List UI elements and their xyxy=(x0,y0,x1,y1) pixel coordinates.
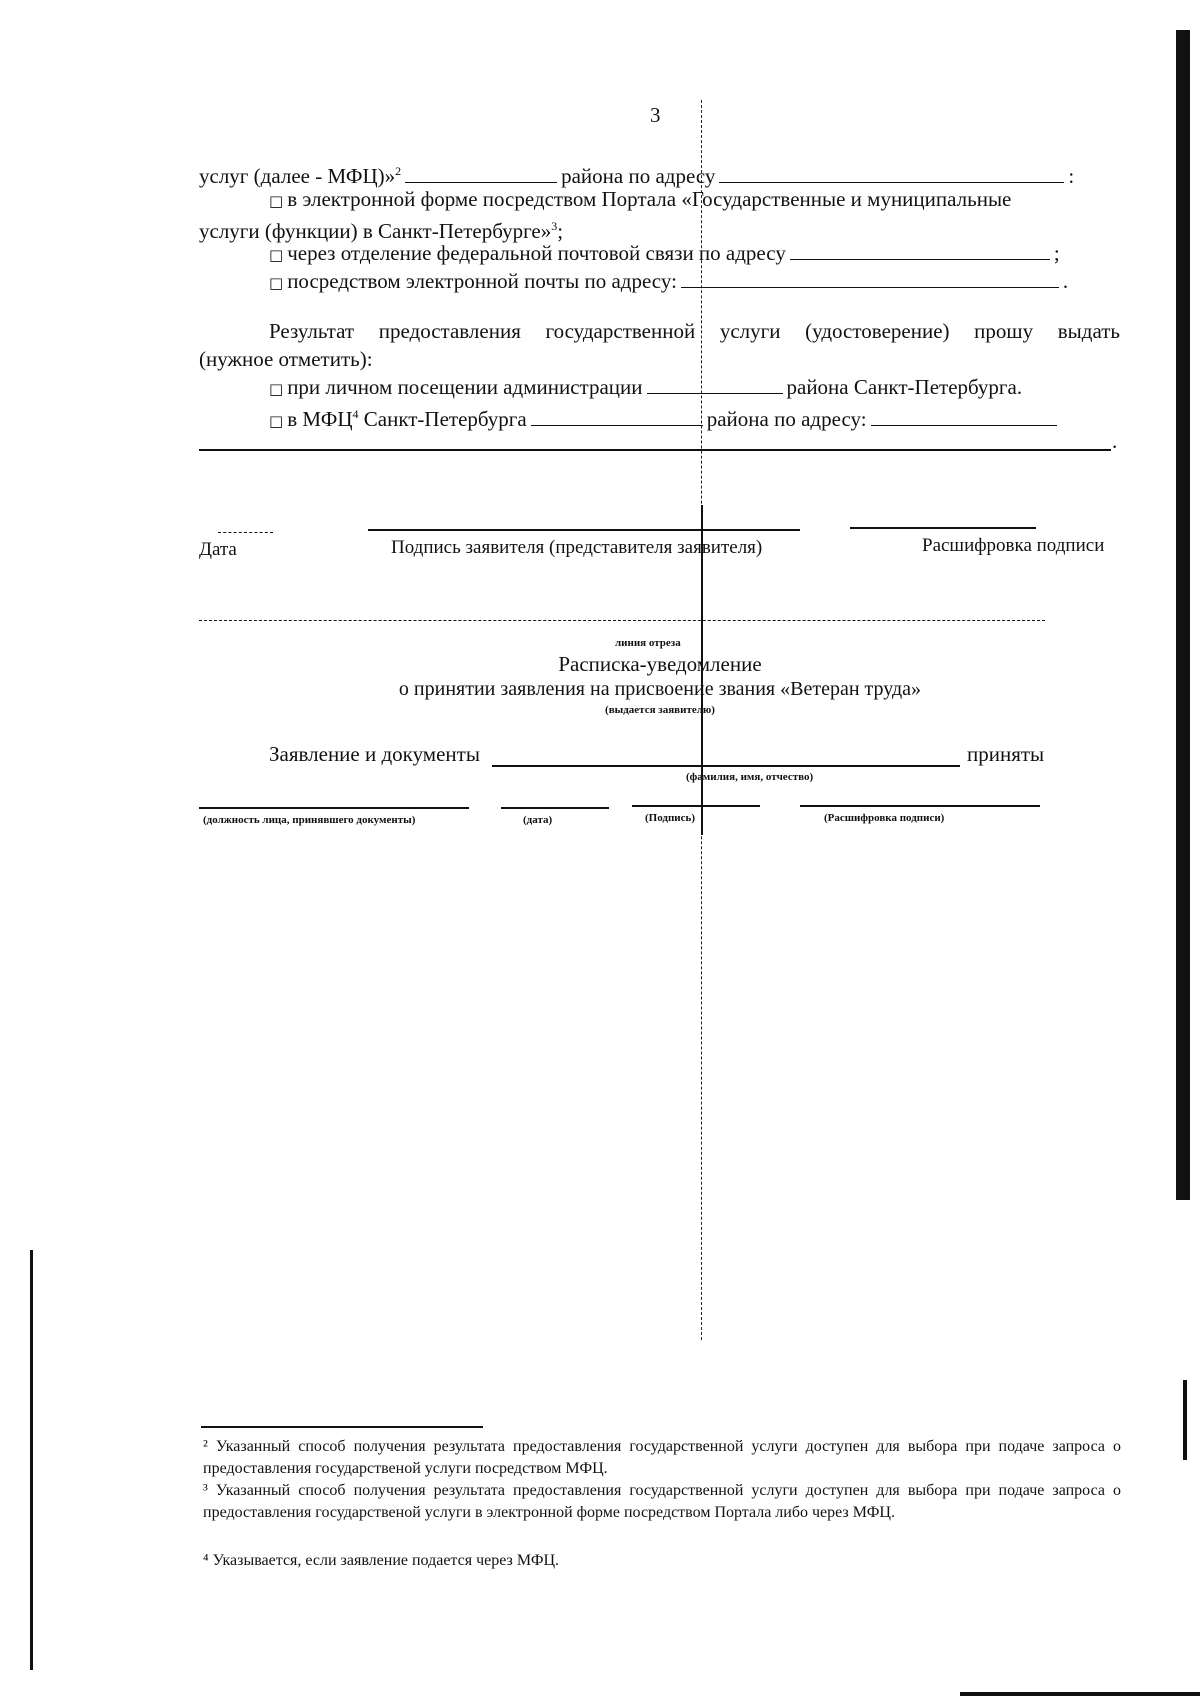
checkbox-portal[interactable]: □ xyxy=(269,192,284,210)
receipt-decode-label: (Расшифровка подписи) xyxy=(824,812,945,824)
para-mfc-line: услуг (далее - МФЦ)»$^2$ района по адресу : xyxy=(199,164,1075,188)
mfc-district-field[interactable] xyxy=(531,407,703,426)
admin-district-field[interactable] xyxy=(647,375,783,394)
receipt-decode-field[interactable] xyxy=(800,805,1040,807)
para-mfc-middle: района по адресу xyxy=(561,164,716,188)
checkbox-mfc[interactable]: □ xyxy=(269,412,284,430)
option-portal-cont: услуги (функции) в Санкт-Петербурге»$^3$; xyxy=(199,219,564,243)
receipt-subtitle: о принятии заявления на присвоение звания «Ветеран труда» xyxy=(398,678,922,700)
receipt-title: Расписка-уведомление xyxy=(558,652,762,676)
footnote-2: ² Указанный способ получения результата предоставления государственной услуги доступен для выбора при подаче запроса о предоставления государственой услуги посредством МФЦ. xyxy=(203,1438,1121,1477)
receipt-date-label: (дата) xyxy=(523,814,553,826)
scan-right-edge xyxy=(1176,30,1190,1200)
post-address-field[interactable] xyxy=(790,241,1050,260)
scan-left-edge xyxy=(30,1250,33,1670)
checkbox-post[interactable]: □ xyxy=(269,246,284,264)
result-line-2: (нужное отметить): xyxy=(199,347,373,371)
receipt-sign-field[interactable] xyxy=(632,805,760,807)
result-option-mfc[interactable]: □ в МФЦ$^4$ Санкт-Петербурга района по адресу: xyxy=(269,401,1061,435)
position-label: (должность лица, принявшего документы) xyxy=(203,814,416,826)
accepted-label: приняты xyxy=(967,742,1045,766)
footnote-separator xyxy=(201,1426,483,1428)
receipt-note: (выдается заявителю) xyxy=(605,704,715,716)
option-post[interactable]: □ через отделение федеральной почтовой связи по адресу ; xyxy=(269,241,1060,265)
cut-line-label: линия отреза xyxy=(615,637,681,649)
footnote-4: ⁴ Указывается, если заявление подается через МФЦ. xyxy=(203,1552,560,1569)
date-line[interactable] xyxy=(218,532,273,533)
result-option-admin[interactable]: □ при личном посещении администрации района Санкт-Петербурга. xyxy=(269,375,1023,399)
option-email[interactable]: □ посредством электронной почты по адресу: . xyxy=(269,269,1069,293)
checkbox-email[interactable]: □ xyxy=(269,274,284,292)
checkbox-admin[interactable]: □ xyxy=(269,380,284,398)
page-number: 3 xyxy=(650,103,661,127)
scan-right-edge-mark xyxy=(1183,1380,1187,1460)
email-field[interactable] xyxy=(681,269,1059,288)
district-field[interactable] xyxy=(405,164,557,183)
footnote-ref-3: 3 xyxy=(551,219,558,233)
date-label: Дата xyxy=(199,539,237,560)
fio-label: (фамилия, имя, отчество) xyxy=(686,771,814,783)
address-field[interactable] xyxy=(719,164,1064,183)
result-line-1: Результат предоставления государственной услуги (удостоверение) прошу выдать xyxy=(269,319,1120,343)
signature-decode-line[interactable] xyxy=(850,527,1036,529)
scan-bottom-edge xyxy=(960,1692,1200,1696)
receipt-sign-label: (Подпись) xyxy=(645,812,696,824)
docs-label: Заявление и документы xyxy=(269,742,480,766)
signature-label: Подпись заявителя (представителя заявителя) xyxy=(391,537,763,558)
option-portal[interactable]: □ в электронной форме посредством Портала «Государственные и муниципальные xyxy=(269,187,1012,211)
footnote-3: ³ Указанный способ получения результата предоставления государственной услуги доступен для выбора при подаче запроса о предоставления государственой услуги в электронной форме посредством Портала либо через МФЦ. xyxy=(203,1482,1121,1521)
footnote-ref-2: 2 xyxy=(395,164,402,178)
signature-decode-label: Расшифровка подписи xyxy=(922,535,1105,556)
signature-line[interactable] xyxy=(368,529,800,531)
mfc-address-field[interactable] xyxy=(871,407,1057,426)
mfc-address-continuation-field[interactable] xyxy=(199,449,1111,451)
receipt-date-field[interactable] xyxy=(501,807,609,809)
document-page: 3 услуг (далее - МФЦ)»$^2$ района по адресу : □ в электронной форме посредством Портала «Государственные и муниципальные услуги (функции) в Санкт-Петербурге»$^3$; □ через отделение федеральной почтовой связи по адресу ; □ посредством электронной почты по адресу: . Результат предоставления государственной услуги (удостоверение) прошу выдать (нужное отметить): □ при личном посещении администрации района Санкт-Петербурга. □ в МФЦ$^4$ Санкт-Петербурга района по адресу: . Дата Подпись заявителя (представителя заявителя) Расшифровка подписи линия отреза Расписка-уведомление о принятии заявления на присвоение звания «Ветеран труда» (выдается заявителю) Заявление и документы приняты (фамилия, имя, отчество) (должность лица, принявшего документы) (дата) (Подпись) (Расшифровка подписи) ² Указанный способ получения результата предоставления государственной услуги доступен для выбора при подаче запроса о предоставления государственой услуги посредством МФЦ. ³ Указанный способ получения результата предоставления государственной услуги доступен для выбора при подаче запроса о предоставления государственой услуги в электронной форме посредством Портала либо через МФЦ. ⁴ Указывается, если заявление подается через МФЦ. xyxy=(0,0,1200,1696)
para-mfc-prefix: услуг (далее - МФЦ)» xyxy=(199,164,396,188)
position-field[interactable] xyxy=(199,807,469,809)
footnote-ref-4: 4 xyxy=(352,407,359,421)
cut-line xyxy=(199,620,1045,621)
applicant-name-field[interactable] xyxy=(492,765,960,767)
